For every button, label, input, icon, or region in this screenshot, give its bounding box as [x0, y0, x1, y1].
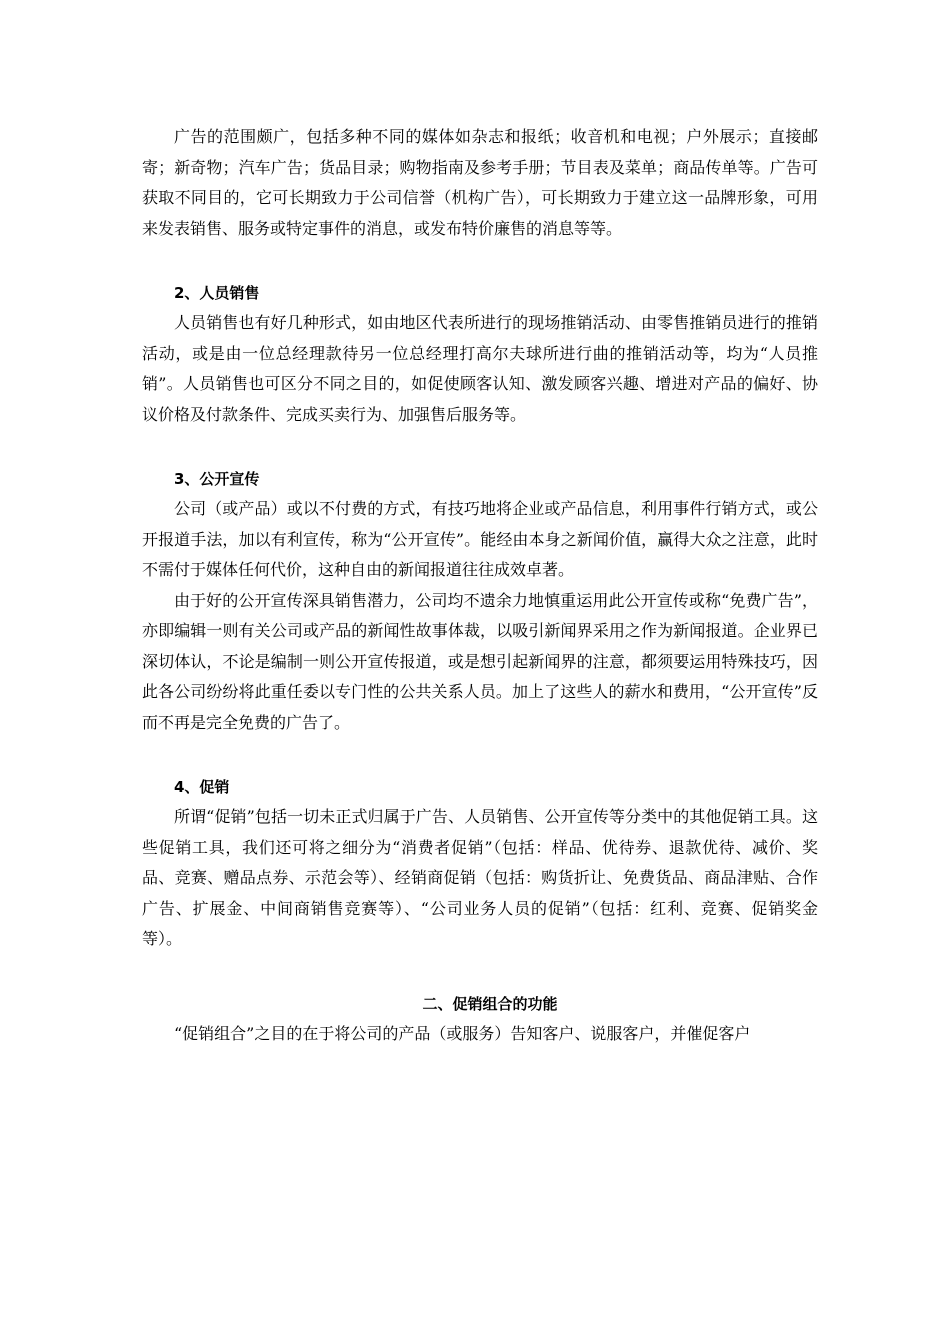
section-paragraph: 所谓“促销”包括一切未正式归属于广告、人员销售、公开宣传等分类中的其他促销工具。这些促销工具，我们还可将之细分为“消费者促销”（包括：样品、优待券、退款优待、减价、奖品、竞赛、赠品点券、示范会等）、经销商促销（包括：购货折让、免费货品、商品津贴、合作广告、扩展金、中间商销售竞赛等）、“公司业务人员的促销”（包括：红利、竞赛、促销奖金等）。 — [142, 807, 818, 948]
section-heading-personal-selling: 2、人员销售 — [174, 284, 260, 302]
section-paragraph: 人员销售也有好几种形式，如由地区代表所进行的现场推销活动、由零售推销员进行的推销活动，或是由一位总经理款待另一位总经理打高尔夫球所进行曲的推销活动等，均为“人员推销”。人员销售也可区分不同之目的，如促使顾客认知、激发顾客兴趣、增进对产品的偏好、协议价格及付款条件、完成买卖行为、加强售后服务等。 — [142, 313, 818, 424]
chapter-paragraph: “促销组合”之目的在于将公司的产品（或服务）告知客户、说服客户，并催促客户 — [174, 1023, 751, 1043]
chapter-heading: 二、促销组合的功能 — [422, 994, 558, 1013]
section-paragraph: 公司（或产品）或以不付费的方式，有技巧地将企业或产品信息，利用事件行销方式，或公开报道手法，加以有利宣传，称为“公开宣传”。能经由本身之新闻价值，赢得大众之注意，此时不需付于媒体任何代价，这种自由的新闻报道往往成效卓著。 — [142, 499, 818, 579]
section-heading-sales-promotion: 4、促销 — [174, 778, 230, 796]
document-body — [142, 122, 818, 1049]
section-heading-publicity: 3、公开宣传 — [174, 470, 260, 488]
section-paragraph: 由于好的公开宣传深具销售潜力，公司均不遗余力地慎重运用此公开宣传或称“免费广告”，亦即编辑一则有关公司或产品的新闻性故事体裁，以吸引新闻界采用之作为新闻报道。企业界已深切体认，不论是编制一则公开宣传报道，或是想引起新闻界的注意，都须要运用特殊技巧，因此各公司纷纷将此重任委以专门性的公共关系人员。加上了这些人的薪水和费用，“公开宣传”反而不再是完全免费的广告了。 — [142, 590, 818, 732]
intro-paragraph: 广告的范围颇广，包括多种不同的媒体如杂志和报纸；收音机和电视；户外展示；直接邮寄；新奇物；汽车广告；货品目录；购物指南及参考手册；节目表及菜单；商品传单等。广告可获取不同目的，它可长期致力于公司信誉（机构广告），可长期致力于建立这一品牌形象，可用来发表销售、服务或特定事件的消息，或发布特价廉售的消息等等。 — [142, 127, 818, 238]
